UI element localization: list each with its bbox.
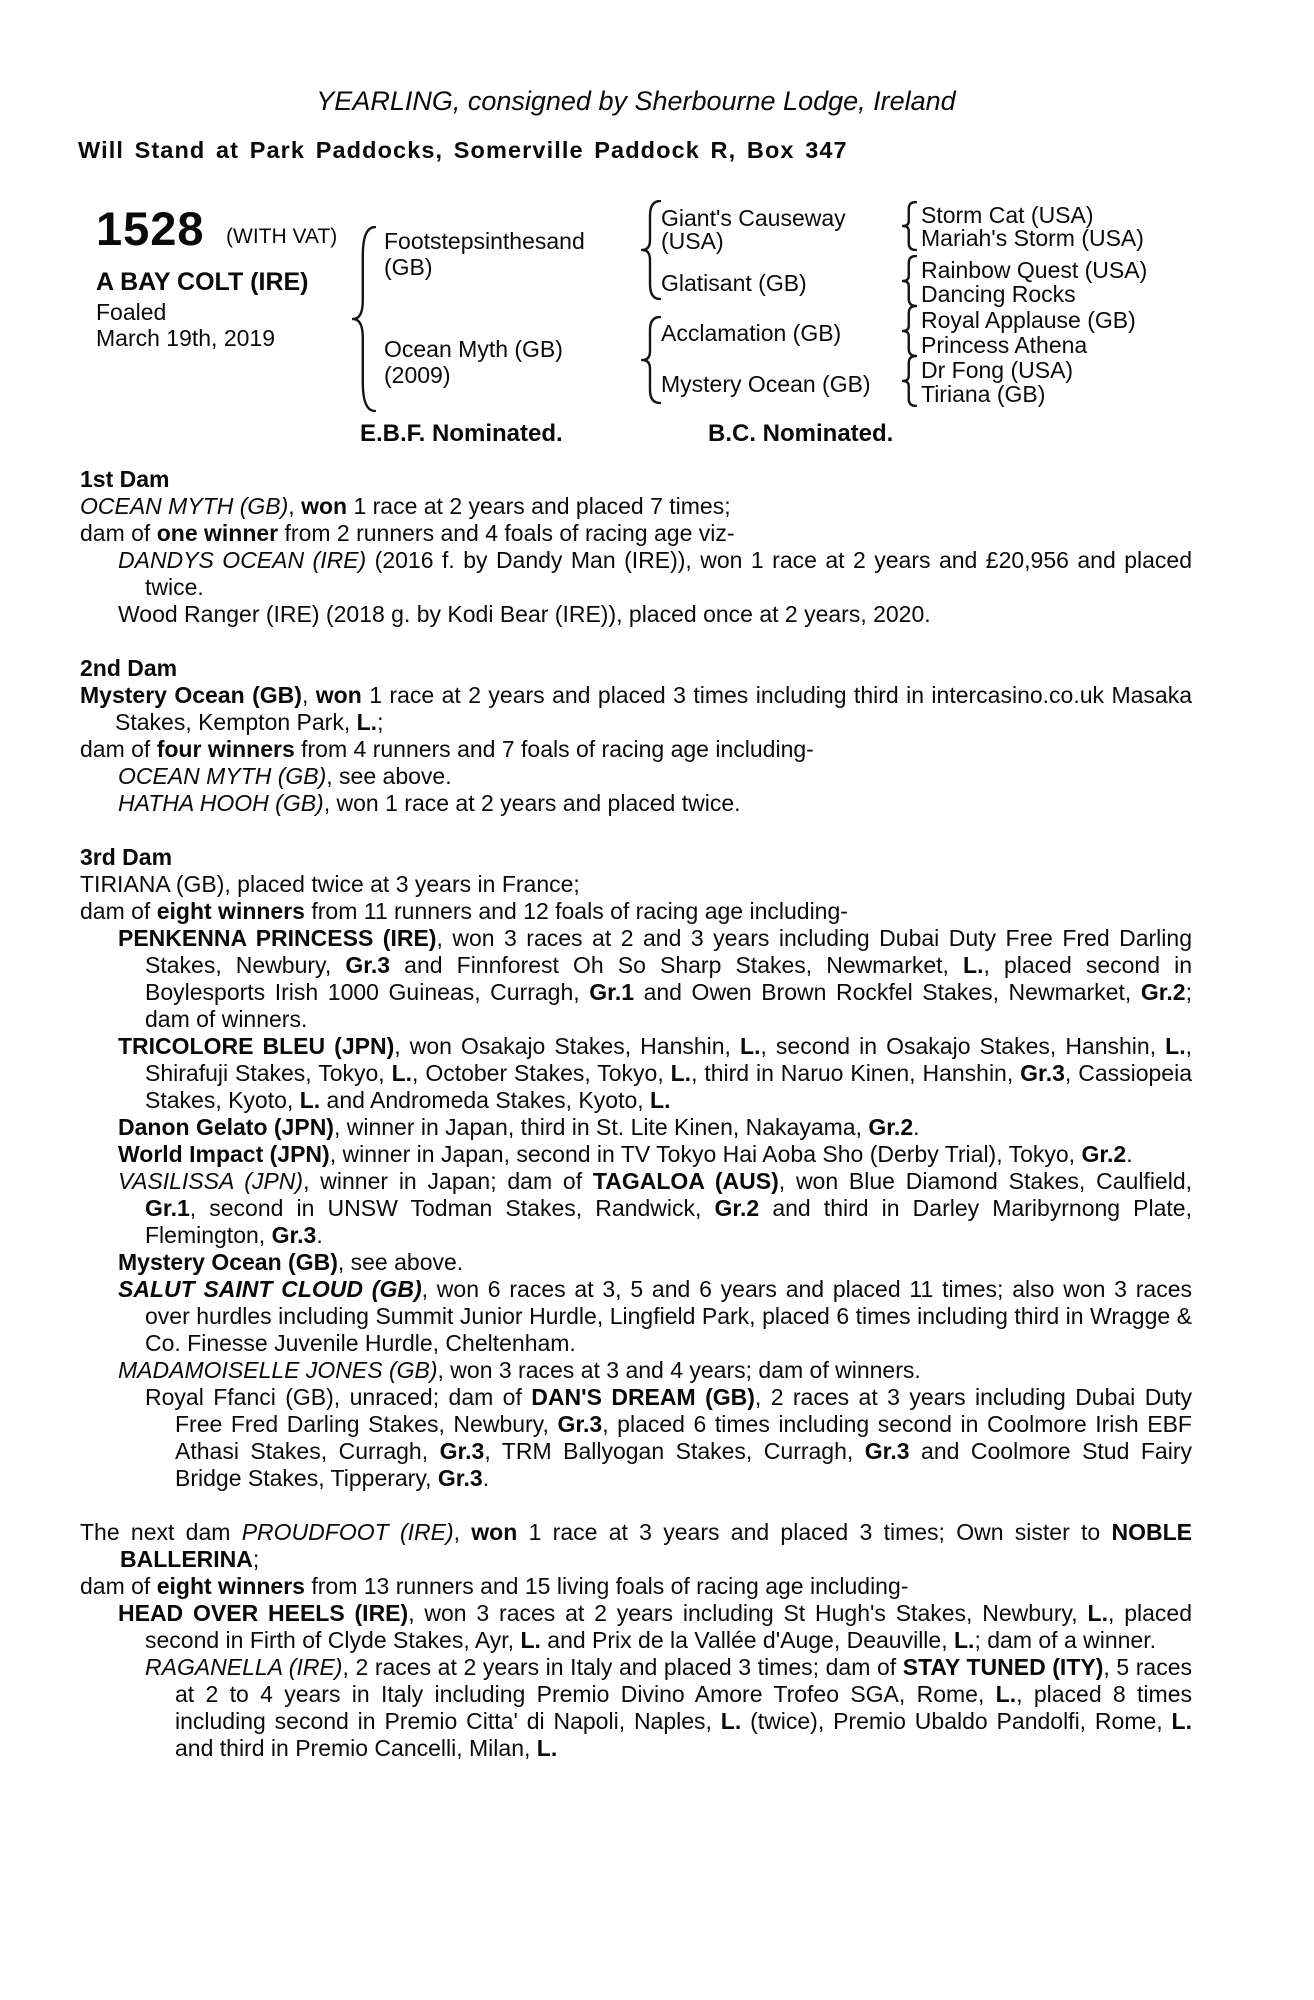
text-run: , Shirafuji Stakes, Tokyo, <box>145 1033 1193 1086</box>
pedigree-text-paragraph <box>80 1573 1192 1600</box>
pedigree-granddam-name: Glatisant (GB) <box>661 270 807 296</box>
text-run: MADAMOISELLE JONES (GB) <box>118 1357 438 1383</box>
text-run: (twice), Premio Ubaldo Pandolfi, Rome, <box>741 1708 1172 1734</box>
text-run: , see above. <box>326 763 452 789</box>
text-run: Gr.2 <box>1140 979 1186 1005</box>
text-run: , third in Naruo Kinen, Hanshin, <box>691 1060 1021 1086</box>
text-run: four winners <box>156 736 295 762</box>
pedigree-text-paragraph <box>80 790 1192 817</box>
text-run: Danon Gelato (JPN) <box>118 1114 334 1140</box>
consignor-line: YEARLING, consigned by Sherbourne Lodge, Ireland <box>316 86 956 116</box>
section-heading: 1st Dam <box>80 466 170 492</box>
text-run: , winner in Japan, third in St. Lite Kinen, Nakayama, <box>333 1114 869 1140</box>
text-run: 1 race at 3 years and placed 3 times; Own sister to <box>517 1519 1112 1545</box>
dam-section <box>80 655 1192 817</box>
text-run: , Cassiopeia Stakes, Kyoto, <box>145 1060 1193 1113</box>
text-run: dam of <box>80 1573 157 1599</box>
pedigree-text-paragraph <box>80 1654 1192 1762</box>
text-run: eight winners <box>156 1573 305 1599</box>
text-run: Gr.3 <box>557 1411 603 1437</box>
text-run: , 2 races at 3 years including Dubai Duty Free Fred Darling Stakes, Newbury, <box>175 1384 1192 1437</box>
pedigree-text-paragraph <box>80 682 1192 736</box>
foaled-label: Foaled <box>96 299 167 325</box>
text-run: DANDYS OCEAN (IRE) <box>118 547 367 573</box>
text-run: 1 race at 2 years and placed 7 times; <box>347 493 731 519</box>
pedigree-gen3-name: Rainbow Quest (USA) <box>921 257 1148 283</box>
text-run: Gr.2 <box>714 1195 760 1221</box>
pedigree-gen3-name: Dr Fong (USA) <box>921 357 1074 383</box>
pedigree-dam-name: Ocean Myth (GB) <box>384 336 563 362</box>
text-run: L. <box>356 709 378 735</box>
text-run: won <box>301 493 348 519</box>
text-run: L. <box>1087 1600 1108 1626</box>
text-run: dam of <box>80 736 157 762</box>
text-run: from 4 runners and 7 foals of racing age including- <box>294 736 814 762</box>
text-run: , won 3 races at 2 and 3 years including Dubai Duty Free Fred Darling Stakes, Newbury, <box>145 925 1192 978</box>
text-run: from 11 runners and 12 foals of racing age including- <box>304 898 848 924</box>
text-run: ; <box>377 709 384 735</box>
pedigree-text-paragraph <box>80 601 1192 628</box>
section-heading: 2nd Dam <box>80 655 178 681</box>
text-run: 1 race at 2 years and placed 3 times including third in intercasino.co.uk Masaka Stakes, Kempton Park, <box>115 682 1192 735</box>
pedigree-brace <box>352 226 376 412</box>
pedigree-brace <box>641 316 661 404</box>
text-run: L. <box>954 1627 975 1653</box>
text-run: TRICOLORE BLEU (JPN) <box>118 1033 395 1059</box>
text-run: , won Osakajo Stakes, Hanshin, <box>394 1033 741 1059</box>
pedigree-gen3-name: Mariah's Storm (USA) <box>921 225 1144 251</box>
text-run: , winner in Japan, second in TV Tokyo Hai Aoba Sho (Derby Trial), Tokyo, <box>329 1141 1082 1167</box>
pedigree-brace <box>902 305 917 357</box>
text-run: Gr.3 <box>345 952 391 978</box>
text-run: L. <box>720 1708 742 1734</box>
text-run: Gr.3 <box>437 1465 483 1491</box>
text-run: , second in Osakajo Stakes, Hanshin, <box>760 1033 1166 1059</box>
pedigree-gen3-name: Dancing Rocks <box>921 281 1076 307</box>
pedigree-text-paragraph <box>80 520 1192 547</box>
text-run: Mystery Ocean (GB) <box>80 682 302 708</box>
colt-description: A BAY COLT (IRE) <box>96 268 309 296</box>
pedigree-text-paragraph <box>80 1141 1192 1168</box>
text-run: Gr.3 <box>439 1438 485 1464</box>
text-run: from 13 runners and 15 living foals of racing age including- <box>304 1573 909 1599</box>
text-run: dam of <box>80 898 157 924</box>
pedigree-gen3-name: Tiriana (GB) <box>921 381 1046 407</box>
text-run: , <box>288 493 302 519</box>
text-run: TAGALOA (AUS) <box>592 1168 779 1194</box>
pedigree-gen3-name: Royal Applause (GB) <box>921 307 1136 333</box>
text-run: TIRIANA (GB), placed twice at 3 years in France; <box>80 871 580 897</box>
text-run: , won Blue Diamond Stakes, Caulfield, <box>778 1168 1193 1194</box>
pedigree-text-paragraph <box>80 1168 1192 1249</box>
text-run: ; dam of winners. <box>145 979 1192 1032</box>
text-run: and Finnforest Oh So Sharp Stakes, Newmarket, <box>390 952 964 978</box>
text-run: L. <box>740 1033 761 1059</box>
pedigree-text-paragraph <box>80 898 1192 925</box>
ebf-nominated-label: E.B.F. Nominated. <box>360 420 563 447</box>
text-run: , 2 races at 2 years in Italy and placed 3 times; dam of <box>342 1654 903 1680</box>
pedigree-text-paragraph <box>80 1114 1192 1141</box>
pedigree-seconddam-name: Mystery Ocean (GB) <box>661 371 871 397</box>
text-run: L. <box>391 1060 413 1086</box>
text-run: L. <box>299 1087 321 1113</box>
text-run: OCEAN MYTH (GB) <box>80 493 289 519</box>
text-run: L. <box>650 1087 671 1113</box>
text-run: Wood Ranger (IRE) (2018 g. by Kodi Bear (IRE)), placed once at 2 years, 2020. <box>118 601 931 627</box>
text-run: STAY TUNED (ITY) <box>902 1654 1104 1680</box>
text-run: Royal Ffanci (GB), unraced; dam of <box>145 1384 532 1410</box>
pedigree-gen3-name: Storm Cat (USA) <box>921 202 1094 228</box>
text-run: VASILISSA (JPN) <box>118 1168 304 1194</box>
text-run: . <box>913 1114 920 1140</box>
text-run: , <box>453 1519 472 1545</box>
pedigree-brace <box>641 200 661 300</box>
pedigree-table <box>0 0 1314 460</box>
pedigree-sire-suffix: (GB) <box>384 254 433 280</box>
text-run: L. <box>536 1735 558 1761</box>
text-run: Gr.2 <box>868 1114 914 1140</box>
text-run: Gr.2 <box>1081 1141 1127 1167</box>
text-run: Gr.3 <box>864 1438 910 1464</box>
text-run: NOBLE BALLERINA <box>120 1519 1192 1572</box>
pedigree-brace <box>902 201 917 251</box>
text-run: and Andromeda Stakes, Kyoto, <box>320 1087 651 1113</box>
text-run: one winner <box>156 520 279 546</box>
text-run: L. <box>1165 1033 1186 1059</box>
dam-sections <box>80 466 1192 1789</box>
text-run: , 5 races at 2 to 4 years in Italy including Premio Divino Amore Trofeo SGA, Rome, <box>175 1654 1192 1707</box>
text-run: HATHA HOOH (GB) <box>118 790 324 816</box>
text-run: RAGANELLA (IRE) <box>145 1654 343 1680</box>
stand-location-line: Will Stand at Park Paddocks, Somerville Paddock R, Box 347 <box>78 137 848 163</box>
text-run: World Impact (JPN) <box>118 1141 330 1167</box>
text-run: , winner in Japan; dam of <box>303 1168 593 1194</box>
text-run: , <box>301 682 316 708</box>
text-run: from 2 runners and 4 foals of racing age viz- <box>278 520 735 546</box>
text-run: won <box>471 1519 518 1545</box>
pedigree-text-paragraph <box>80 871 1192 898</box>
text-run: , won 1 race at 2 years and placed twice. <box>323 790 741 816</box>
text-run: . <box>316 1222 323 1248</box>
text-run: , placed 8 times including second in Premio Citta' di Napoli, Naples, <box>175 1681 1192 1734</box>
pedigree-text-paragraph <box>80 763 1192 790</box>
text-run: L. <box>1171 1708 1192 1734</box>
pedigree-text-paragraph <box>80 1033 1192 1114</box>
text-run: L. <box>963 952 984 978</box>
text-run: , TRM Ballyogan Stakes, Curragh, <box>484 1438 865 1464</box>
text-run: , see above. <box>337 1249 464 1275</box>
lot-number: 1528 <box>96 202 205 255</box>
text-run: ; dam of a winner. <box>974 1627 1156 1653</box>
pedigree-dam-year: (2009) <box>384 362 451 388</box>
text-run: SALUT SAINT CLOUD (GB) <box>118 1276 422 1302</box>
pedigree-text-paragraph <box>80 1600 1192 1654</box>
text-run: , won 6 races at 3, 5 and 6 years and placed 11 times; also won 3 races over hurdles including Summit Junior Hurdle, Lingfield Park, placed 6 times including third in Wragge & Co. Finesse Juvenile Hurdle, Cheltenham. <box>145 1276 1192 1356</box>
text-run: L. <box>520 1627 541 1653</box>
foaled-date: March 19th, 2019 <box>96 325 276 351</box>
text-run: , placed 6 times including second in Coolmore Irish EBF Athasi Stakes, Curragh, <box>175 1411 1192 1464</box>
text-run: DAN'S DREAM (GB) <box>531 1384 755 1410</box>
pedigree-grandsire-suffix: (USA) <box>661 228 724 254</box>
pedigree-text-paragraph <box>80 1276 1192 1357</box>
text-run: Gr.3 <box>1020 1060 1065 1086</box>
pedigree-text-paragraph <box>80 547 1192 601</box>
text-run: L. <box>995 1681 1017 1707</box>
pedigree-text-paragraph <box>80 1384 1192 1492</box>
text-run: and Coolmore Stud Fairy Bridge Stakes, Tipperary, <box>175 1438 1192 1491</box>
text-run: , placed second in Firth of Clyde Stakes, Ayr, <box>145 1600 1192 1653</box>
text-run: . <box>482 1465 490 1491</box>
text-run: Gr.1 <box>589 979 635 1005</box>
text-run: OCEAN MYTH (GB) <box>118 763 327 789</box>
text-run: dam of <box>80 520 157 546</box>
text-run: The next dam <box>80 1519 242 1545</box>
text-run: Mystery Ocean (GB) <box>118 1249 338 1275</box>
pedigree-text-paragraph <box>80 493 1192 520</box>
pedigree-brace <box>902 255 917 307</box>
pedigree-brace <box>902 355 917 407</box>
pedigree-sire-name: Footstepsinthesand <box>384 228 585 254</box>
text-run: , placed second in Boylesports Irish 1000 Guineas, Curragh, <box>145 952 1193 1005</box>
text-run: ; <box>252 1546 260 1572</box>
pedigree-text-paragraph <box>80 1249 1192 1276</box>
text-run: , second in UNSW Todman Stakes, Randwick, <box>189 1195 715 1221</box>
dam-section <box>80 1519 1192 1762</box>
text-run: won <box>315 682 362 708</box>
pedigree-grandsire-name: Giant's Causeway <box>661 205 846 231</box>
text-run: PENKENNA PRINCESS (IRE) <box>118 925 437 951</box>
text-run: Gr.1 <box>145 1195 190 1221</box>
pedigree-text-paragraph <box>80 1519 1192 1573</box>
pedigree-gen3-name: Princess Athena <box>921 332 1088 358</box>
text-run: and third in Premio Cancelli, Milan, <box>175 1735 537 1761</box>
pedigree-text-paragraph <box>80 736 1192 763</box>
vat-note: (WITH VAT) <box>226 225 338 248</box>
dam-section <box>80 466 1192 628</box>
pedigree-damsire-name: Acclamation (GB) <box>661 320 842 346</box>
text-run: PROUDFOOT (IRE) <box>241 1519 454 1545</box>
pedigree-text-paragraph <box>80 1357 1192 1384</box>
pedigree-text-paragraph <box>80 925 1192 1033</box>
bc-nominated-label: B.C. Nominated. <box>708 420 894 447</box>
text-run: , won 3 races at 3 and 4 years; dam of winners. <box>437 1357 921 1383</box>
text-run: , October Stakes, Tokyo, <box>412 1060 671 1086</box>
text-run: , won 3 races at 2 years including St Hugh's Stakes, Newbury, <box>408 1600 1088 1626</box>
text-run: eight winners <box>156 898 305 924</box>
text-run: (2016 f. by Dandy Man (IRE)), won 1 race at 2 years and £20,956 and placed twice. <box>145 547 1192 600</box>
text-run: Gr.3 <box>271 1222 317 1248</box>
text-run: . <box>1126 1141 1133 1167</box>
text-run: L. <box>670 1060 692 1086</box>
section-heading: 3rd Dam <box>80 844 173 870</box>
text-run: and third in Darley Maribyrnong Plate, Flemington, <box>145 1195 1192 1248</box>
dam-section <box>80 844 1192 1492</box>
text-run: and Owen Brown Rockfel Stakes, Newmarket, <box>634 979 1141 1005</box>
text-run: and Prix de la Vallée d'Auge, Deauville, <box>540 1627 954 1653</box>
text-run: HEAD OVER HEELS (IRE) <box>118 1600 409 1626</box>
